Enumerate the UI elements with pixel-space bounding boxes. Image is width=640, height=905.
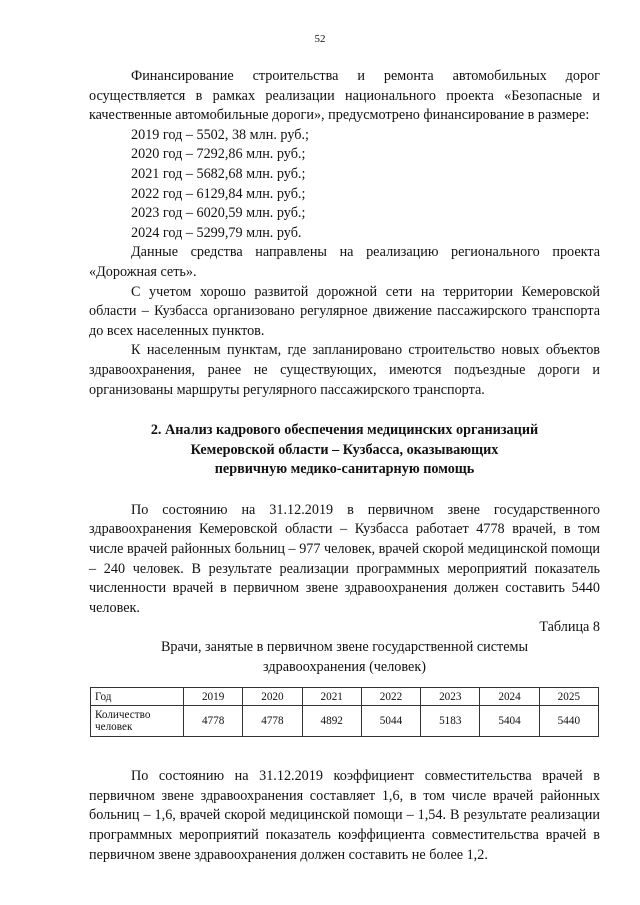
table-value-cell: 5404	[480, 706, 539, 737]
table-title	[89, 638, 600, 677]
table-year-cell: 2024	[480, 688, 539, 706]
table-value-cell: 4892	[302, 706, 361, 737]
section-heading-line: 2. Анализ кадрового обеспечения медицинских организаций	[150, 422, 539, 439]
section-heading-line: Кемеровской области – Кузбасса, оказывающих	[190, 441, 499, 458]
table-value-cell: 5183	[421, 706, 480, 737]
page-number: 52	[314, 33, 326, 45]
table-value-cell: 4778	[184, 706, 243, 737]
table-title-line: Врачи, занятые в первичном звене государственной системы	[160, 639, 529, 656]
table-number: Таблица 8	[539, 619, 600, 636]
table-year-cell: 2023	[421, 688, 480, 706]
coefficient-paragraph: По состоянию на 31.12.2019 коэффициент совместительства врачей в первичном звене здравоохранения составляет 1,6, в том числе врачей районных больниц – 1,6, врачей скорой медицинской помощи – 1,54. В результате реализации программных мероприятий показатель коэффициента совместительства врачей в первичном звене здравоохранения должен составить не более 1,2.	[89, 768, 600, 863]
table-title-line: здравоохранения (человек)	[263, 658, 426, 675]
table-value-cell: 4778	[243, 706, 302, 737]
table-year-cell: 2020	[243, 688, 302, 706]
table-year-cell: 2022	[361, 688, 420, 706]
access-roads-paragraph: К населенным пунктам, где запланировано строительство новых объектов здравоохранения, ранее не существующих, имеются подъездные дороги и организованы маршруты регулярного пассажирского транспорта.	[89, 342, 600, 398]
transport-paragraph: С учетом хорошо развитой дорожной сети на территории Кемеровской области – Кузбасса организовано регулярное движение пассажирского транспорта до всех населенных пунктов.	[89, 283, 600, 339]
funding-list	[89, 126, 600, 244]
table-value-cell: 5044	[361, 706, 420, 737]
staffing-paragraph: По состоянию на 31.12.2019 в первичном звене государственного здравоохранения Кемеровской области – Кузбасса работает 4778 врачей, в том числе врачей районных больниц – 977 человек, врачей скорой медицинской помощи – 240 человек. В результате реализации программных мероприятий показатель численности врачей в первичном звене здравоохранения должен составить 5440 человек.	[89, 501, 600, 616]
intro-paragraph: Финансирование строительства и ремонта автомобильных дорог осуществляется в рамках реализации национального проекта «Безопасные и качественные автомобильные дороги», предусмотрено финансирование в размере:	[89, 68, 600, 124]
funding-item: 2021 год – 5682,68 млн. руб.;	[131, 165, 306, 182]
table-row-label: Количество человек	[91, 706, 184, 737]
table-header-label: Год	[91, 688, 184, 706]
section-heading-line: первичную медико-санитарную помощь	[214, 461, 475, 478]
funding-item: 2019 год – 5502, 38 млн. руб.;	[131, 126, 309, 143]
funding-item: 2023 год – 6020,59 млн. руб.;	[131, 205, 306, 222]
document-body	[89, 67, 600, 865]
funding-item: 2020 год – 7292,86 млн. руб.;	[131, 146, 306, 163]
table-row	[91, 706, 599, 737]
doctors-table	[90, 687, 599, 737]
funding-purpose-paragraph: Данные средства направлены на реализацию регионального проекта «Дорожная сеть».	[89, 244, 600, 280]
funding-item: 2024 год – 5299,79 млн. руб.	[131, 224, 302, 241]
table-header-row	[91, 688, 599, 706]
section-heading	[89, 421, 600, 480]
table-year-cell: 2021	[302, 688, 361, 706]
funding-item: 2022 год – 6129,84 млн. руб.;	[131, 185, 306, 202]
table-value-cell: 5440	[539, 706, 598, 737]
table-year-cell: 2019	[184, 688, 243, 706]
table-year-cell: 2025	[539, 688, 598, 706]
